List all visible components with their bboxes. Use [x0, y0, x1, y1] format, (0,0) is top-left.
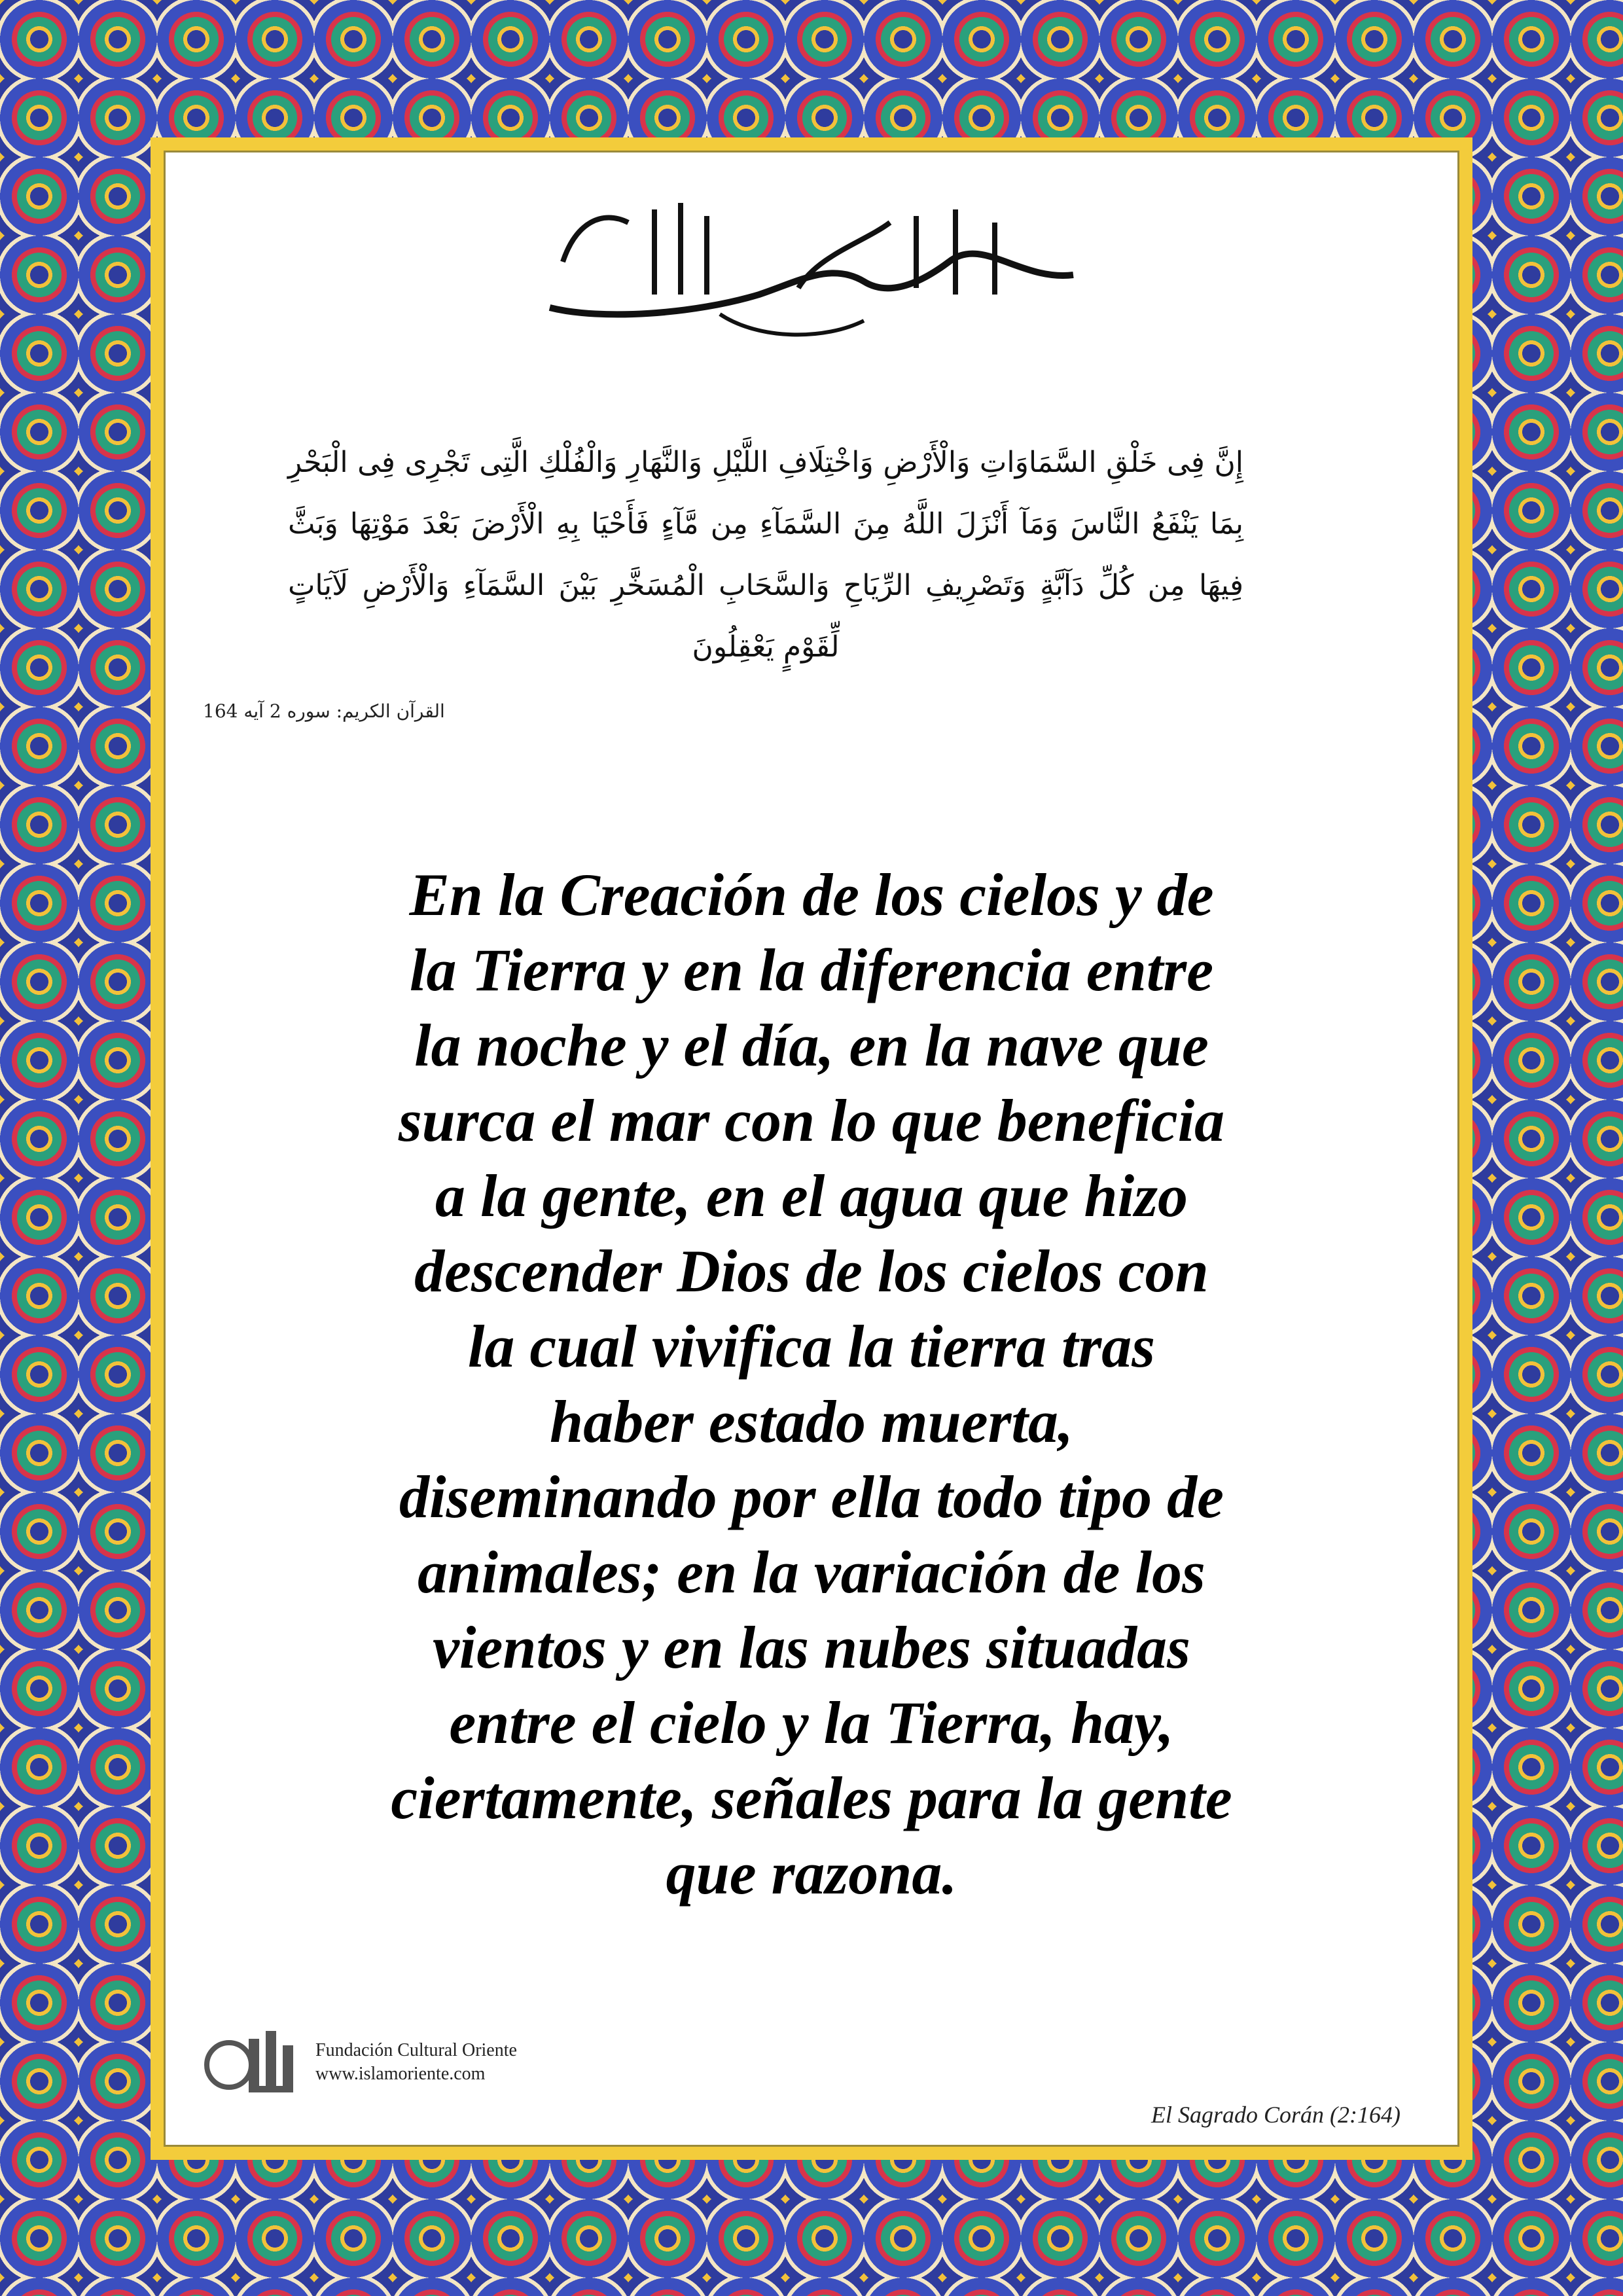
translation-line: ciertamente, señales para la gente — [391, 1765, 1232, 1831]
org-name: Fundación Cultural Oriente — [315, 2040, 517, 2060]
translation-line: vientos y en las nubes situadas — [433, 1614, 1190, 1681]
logo-icon — [203, 2026, 308, 2098]
translation-line: En la Creación de los cielos y de — [409, 861, 1214, 928]
translation-line: que razona. — [666, 1840, 957, 1907]
arabic-reference: القرآن الكريم: سوره 2 آيه 164 — [203, 700, 445, 722]
translation-line: la noche y el día, en la nave que — [414, 1012, 1209, 1079]
org-url[interactable]: www.islamoriente.com — [315, 2064, 486, 2084]
translation-line: surca el mar con lo que beneficia — [398, 1087, 1225, 1154]
translation-line: animales; en la variación de los — [418, 1539, 1205, 1605]
translation-line: diseminando por ella todo tipo de — [399, 1463, 1224, 1530]
translation-line: entre el cielo y la Tierra, hay, — [449, 1689, 1174, 1756]
spanish-translation — [262, 857, 1361, 1911]
translation-line: la cual vivifica la tierra tras — [467, 1313, 1156, 1380]
arabic-verse: إِنَّ فِى خَلْقِ السَّمَاوَاتِ وَالْأَرْضِ وَاخْتِلَافِ اللَّيْلِ وَالنَّهَارِ وَالْفُلْكِ الَّتِى تَجْرِى فِى الْبَحْرِ بِمَا يَنْفَعُ النَّاسَ وَمَآ أَنْزَلَ اللَّهُ مِنَ السَّمَآءِ مِن مَّآءٍ فَأَحْيَا بِهِ الْأَرْضَ بَعْدَ مَوْتِهَا وَبَثَّ فِيهَا مِن كُلِّ دَآبَّةٍ وَتَصْرِيفِ الرِّيَاحِ وَالسَّحَابِ الْمُسَخَّرِ بَيْنَ السَّمَآءِ وَالْأَرْضِ لَآيَاتٍ لِّقَوْمٍ يَعْقِلُونَ — [288, 446, 1243, 664]
org-logo — [203, 2026, 530, 2098]
source-reference: El Sagrado Corán (2:164) — [1151, 2102, 1400, 2128]
translation-line: la Tierra y en la diferencia entre — [409, 937, 1214, 1003]
translation-line: haber estado muerta, — [550, 1388, 1073, 1455]
bismillah-calligraphy — [524, 183, 1113, 353]
translation-line: a la gente, en el agua que hizo — [435, 1162, 1188, 1229]
translation-line: descender Dios de los cielos con — [414, 1238, 1209, 1304]
